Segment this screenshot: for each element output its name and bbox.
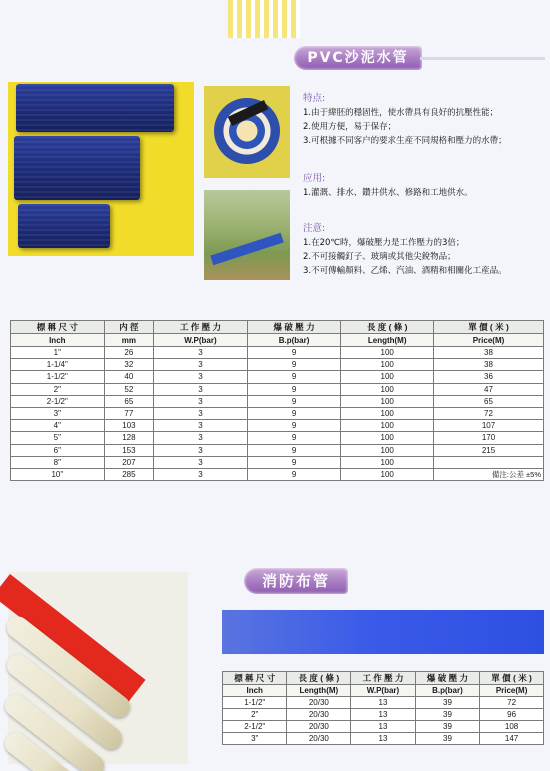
column-header: 長 度 ( 條 ) xyxy=(287,672,351,685)
table-cell: 26 xyxy=(104,347,154,359)
table-cell: 3 xyxy=(154,432,248,444)
table-cell: 3 xyxy=(154,420,248,432)
table-cell: 3 xyxy=(154,444,248,456)
feature-item: 3.可根據不同客户的要求生産不同規格和壓力的水帶； xyxy=(303,136,507,146)
table-cell: 9 xyxy=(247,359,341,371)
table-cell: 52 xyxy=(104,383,154,395)
unit-header: Price(M) xyxy=(434,334,544,347)
table-row xyxy=(11,347,544,359)
table-cell: 65 xyxy=(434,395,544,407)
table-cell: 39 xyxy=(415,733,479,745)
table-row xyxy=(11,420,544,432)
table-row xyxy=(223,697,544,709)
column-header: 爆 破 壓 力 xyxy=(415,672,479,685)
table-cell: 1" xyxy=(11,347,105,359)
column-header: 工 作 壓 力 xyxy=(154,321,248,334)
table-cell: 100 xyxy=(341,456,434,468)
unit-header: mm xyxy=(104,334,154,347)
table-cell: 285 xyxy=(104,468,154,480)
table-cell: 96 xyxy=(480,709,544,721)
table-cell: 100 xyxy=(341,371,434,383)
notes-block xyxy=(303,222,548,278)
table-cell: 3 xyxy=(154,468,248,480)
table-cell: 72 xyxy=(434,407,544,419)
table-row xyxy=(11,407,544,419)
fire-hose-spec-table xyxy=(222,671,544,745)
table-row xyxy=(11,371,544,383)
table-row xyxy=(11,456,544,468)
table-cell: 2-1/2" xyxy=(11,395,105,407)
table-cell: 20/30 xyxy=(287,733,351,745)
table-cell: 100 xyxy=(341,347,434,359)
table-row xyxy=(11,468,544,480)
table-cell: 170 xyxy=(434,432,544,444)
application-item: 1.灌溉、排水、鑽井供水、修路和工地供水。 xyxy=(303,188,473,198)
unit-header: Inch xyxy=(11,334,105,347)
column-header: 單 價 ( 米 ) xyxy=(480,672,544,685)
table-cell: 128 xyxy=(104,432,154,444)
table-cell: 100 xyxy=(341,432,434,444)
table-cell: 3 xyxy=(154,347,248,359)
notes-heading: 注意: xyxy=(303,223,326,234)
column-header: 内 徑 xyxy=(104,321,154,334)
table-cell: 3 xyxy=(154,359,248,371)
table-cell: 3 xyxy=(154,371,248,383)
table-cell: 1-1/4" xyxy=(11,359,105,371)
table-cell: 5" xyxy=(11,432,105,444)
table-cell: 6" xyxy=(11,444,105,456)
table-cell: 9 xyxy=(247,468,341,480)
unit-header: B.p(bar) xyxy=(415,685,479,697)
table-cell: 39 xyxy=(415,697,479,709)
table-cell: 9 xyxy=(247,395,341,407)
unit-header: B.p(bar) xyxy=(247,334,341,347)
table-cell: 207 xyxy=(104,456,154,468)
unit-header: Inch xyxy=(223,685,287,697)
table-cell: 9 xyxy=(247,347,341,359)
pvc-hose-roll-image xyxy=(16,84,174,132)
table-cell: 13 xyxy=(351,709,415,721)
column-header: 工 作 壓 力 xyxy=(351,672,415,685)
table-cell: 103 xyxy=(104,420,154,432)
table-row xyxy=(223,709,544,721)
table-cell: 39 xyxy=(415,721,479,733)
table-cell: 100 xyxy=(341,383,434,395)
table-cell: 39 xyxy=(415,709,479,721)
column-header: 標 稱 尺 寸 xyxy=(11,321,105,334)
table-cell: 147 xyxy=(480,733,544,745)
feature-item: 2.使用方便，易于保存； xyxy=(303,122,397,132)
table-cell: 3 xyxy=(154,407,248,419)
table-row xyxy=(11,359,544,371)
tolerance-remark: 備注:公差 ±5% xyxy=(434,468,544,480)
table-cell: 153 xyxy=(104,444,154,456)
application-heading: 应用: xyxy=(303,173,326,184)
unit-header: W.P(bar) xyxy=(351,685,415,697)
pvc-hose-roll-image xyxy=(14,136,140,200)
table-cell: 47 xyxy=(434,383,544,395)
table-row xyxy=(11,432,544,444)
table-cell: 9 xyxy=(247,407,341,419)
column-header: 長 度 ( 條 ) xyxy=(341,321,434,334)
table-cell: 9 xyxy=(247,444,341,456)
table-cell: 9 xyxy=(247,432,341,444)
table-cell: 2" xyxy=(11,383,105,395)
pvc-spec-table xyxy=(10,320,544,481)
table-cell: 13 xyxy=(351,733,415,745)
table-cell: 2" xyxy=(223,709,287,721)
table-header-row xyxy=(223,672,544,685)
table-subheader-row xyxy=(223,685,544,697)
table-cell: 20/30 xyxy=(287,697,351,709)
table-cell: 100 xyxy=(341,468,434,480)
table-cell: 38 xyxy=(434,359,544,371)
notes-item: 3.不可傳輸顏料、乙烯、汽油、酒精和相關化工産品。 xyxy=(303,266,507,276)
table-cell: 100 xyxy=(341,395,434,407)
table-subheader-row xyxy=(11,334,544,347)
table-cell: 36 xyxy=(434,371,544,383)
table-cell: 9 xyxy=(247,371,341,383)
table-cell: 2-1/2" xyxy=(223,721,287,733)
header-divider xyxy=(420,57,545,60)
table-row xyxy=(11,444,544,456)
table-cell: 32 xyxy=(104,359,154,371)
table-cell: 38 xyxy=(434,347,544,359)
table-cell: 1-1/2" xyxy=(11,371,105,383)
table-cell: 77 xyxy=(104,407,154,419)
table-cell: 13 xyxy=(351,721,415,733)
unit-header: Length(M) xyxy=(341,334,434,347)
table-cell: 8" xyxy=(11,456,105,468)
table-row xyxy=(223,721,544,733)
table-cell: 72 xyxy=(480,697,544,709)
features-heading: 特点: xyxy=(303,93,326,104)
unit-header: Price(M) xyxy=(480,685,544,697)
table-cell: 100 xyxy=(341,420,434,432)
table-cell: 3 xyxy=(154,456,248,468)
table-cell: 100 xyxy=(341,444,434,456)
top-stripe-decoration xyxy=(228,0,300,38)
table-cell: 3 xyxy=(154,395,248,407)
table-cell: 13 xyxy=(351,697,415,709)
unit-header: W.P(bar) xyxy=(154,334,248,347)
features-block xyxy=(303,92,548,148)
table-cell: 215 xyxy=(434,444,544,456)
table-row xyxy=(11,395,544,407)
application-block xyxy=(303,172,548,200)
fire-section-title: 消防布管 xyxy=(244,568,348,594)
notes-item: 1.在20℃時，爆破壓力是工作壓力的3倍； xyxy=(303,238,465,248)
table-cell: 3" xyxy=(11,407,105,419)
table-cell: 3" xyxy=(223,733,287,745)
table-cell: 100 xyxy=(341,359,434,371)
table-cell: 107 xyxy=(434,420,544,432)
table-cell: 100 xyxy=(341,407,434,419)
table-cell: 9 xyxy=(247,383,341,395)
table-cell: 108 xyxy=(480,721,544,733)
table-cell: 20/30 xyxy=(287,709,351,721)
blue-banner-decoration xyxy=(222,610,544,654)
table-cell: 20/30 xyxy=(287,721,351,733)
table-cell: 40 xyxy=(104,371,154,383)
table-cell: 65 xyxy=(104,395,154,407)
column-header: 爆 破 壓 力 xyxy=(247,321,341,334)
column-header: 單 價 ( 米 ) xyxy=(434,321,544,334)
feature-item: 1.由于緯胚的穩固性，使水帶具有良好的抗壓性能； xyxy=(303,108,499,118)
table-cell: 9 xyxy=(247,456,341,468)
pvc-hose-roll-image xyxy=(18,204,110,248)
table-row xyxy=(11,383,544,395)
pvc-section-title: PVC沙泥水管 xyxy=(294,46,422,70)
table-header-row xyxy=(11,321,544,334)
table-cell: 3 xyxy=(154,383,248,395)
unit-header: Length(M) xyxy=(287,685,351,697)
table-cell: 4" xyxy=(11,420,105,432)
table-cell xyxy=(434,456,544,468)
table-cell: 10" xyxy=(11,468,105,480)
column-header: 標 稱 尺 寸 xyxy=(223,672,287,685)
table-row xyxy=(223,733,544,745)
table-cell: 9 xyxy=(247,420,341,432)
table-cell: 1-1/2" xyxy=(223,697,287,709)
notes-item: 2.不可接觸釘子、玻璃或其他尖銳物品； xyxy=(303,252,456,262)
